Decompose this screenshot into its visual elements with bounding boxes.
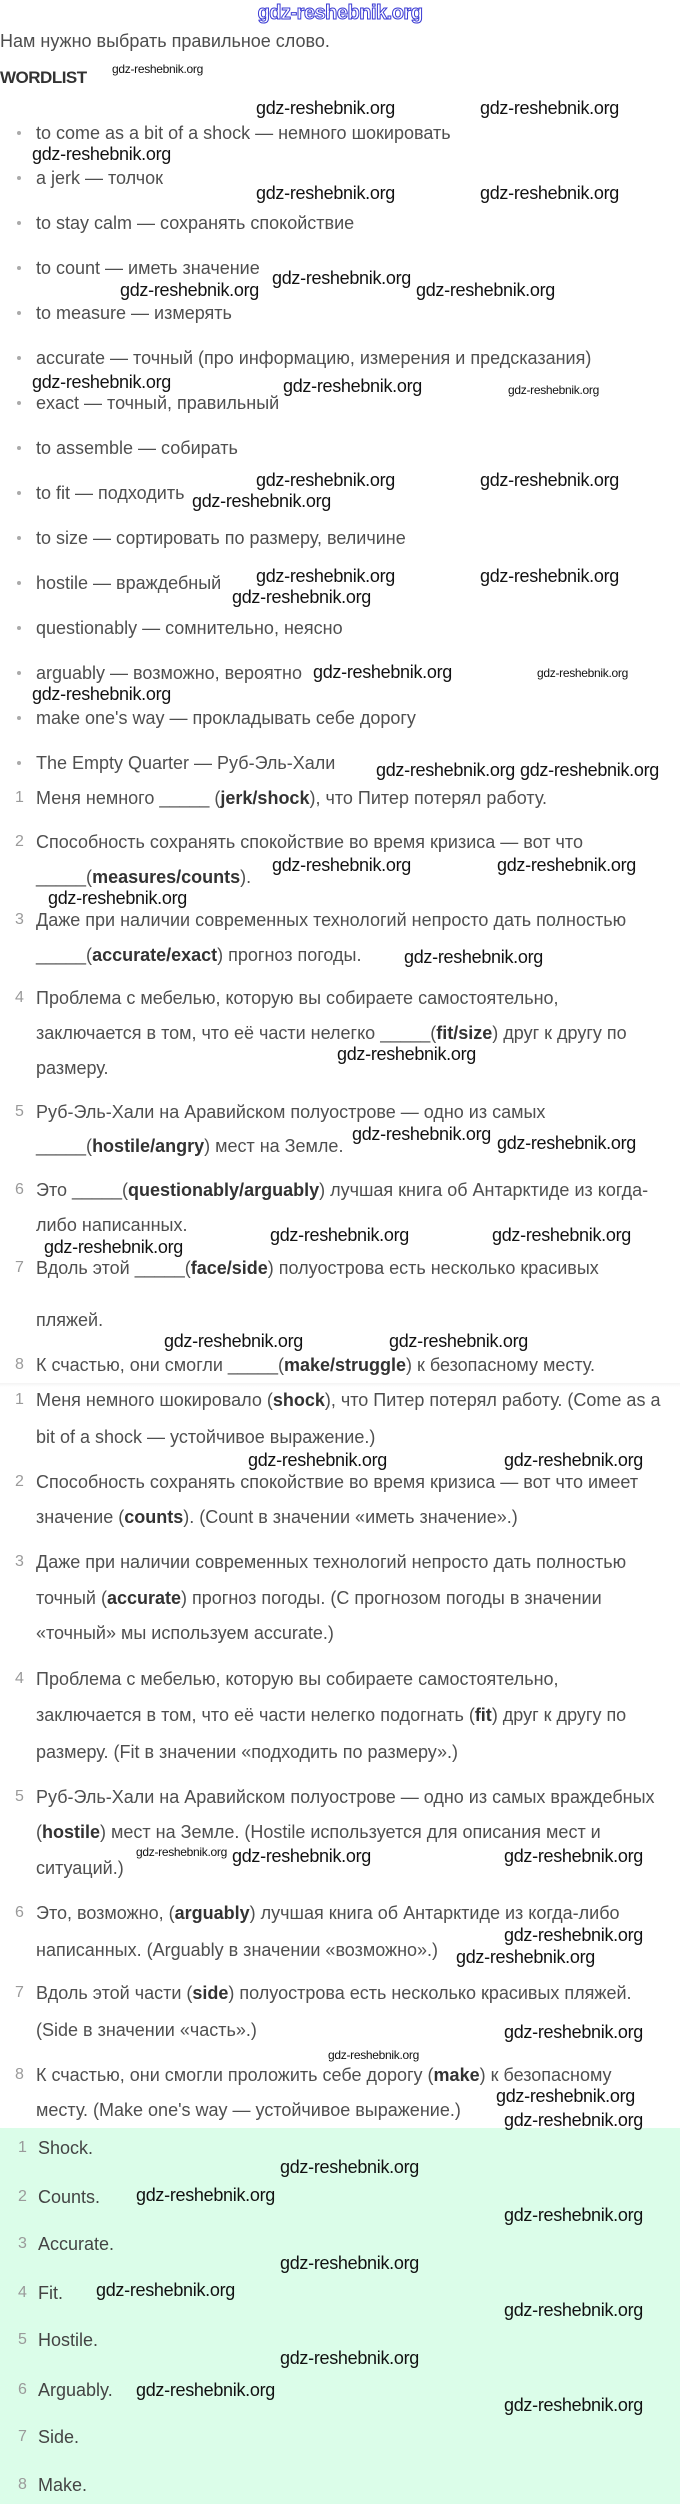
site-watermark-logo: gdz-reshebnik.org — [257, 2, 423, 24]
text-segment: Даже при наличии современных технологий непросто дать полностью — [36, 1552, 627, 1572]
watermark-text: gdz-reshebnik.org — [352, 1124, 491, 1144]
watermark-text: gdz-reshebnik.org — [389, 1331, 528, 1351]
watermark-text: gdz-reshebnik.org — [480, 183, 619, 203]
text-segment: К счастью, они смогли _____( — [36, 1355, 284, 1375]
text-segment: ) мест на Земле. (Hostile используется для описания мест и — [100, 1822, 601, 1842]
item-number: 2 — [15, 1473, 24, 1490]
answer-option: questionably/arguably — [128, 1180, 320, 1200]
text-segment: Способность сохранять спокойствие во время кризиса — вот что имеет — [36, 1472, 639, 1492]
explanation-line — [36, 1901, 620, 1925]
item-number: 7 — [15, 1984, 24, 2001]
item-number: 7 — [15, 1259, 24, 1276]
text-segment: написанных. (Arguably в значении «возможно».) — [36, 1940, 439, 1960]
bullet-icon — [17, 401, 21, 405]
item-number: 3 — [15, 911, 24, 928]
watermark-text: gdz-reshebnik.org — [32, 684, 171, 704]
wordlist-item: questionably — сомнительно, неясно — [36, 618, 343, 638]
answer-text: Arguably. — [38, 2380, 113, 2400]
question-line — [36, 865, 251, 889]
watermark-text: gdz-reshebnik.org — [136, 1845, 227, 1859]
watermark-text: gdz-reshebnik.org — [376, 760, 515, 780]
wordlist-item: exact — точный, правильный — [36, 393, 280, 413]
watermark-text: gdz-reshebnik.org — [32, 372, 171, 392]
answer-text: Fit. — [38, 2283, 63, 2303]
item-number: 6 — [15, 1904, 24, 1921]
explanation-line — [36, 1856, 124, 1880]
text-segment: ) лучшая книга об Антарктиде из когда-либо — [249, 1903, 620, 1923]
watermark-text: gdz-reshebnik.org — [272, 268, 411, 288]
watermark-text: gdz-reshebnik.org — [280, 2157, 419, 2177]
bullet-icon — [17, 491, 21, 495]
answer-option: fit — [474, 1705, 492, 1725]
watermark-text: gdz-reshebnik.org — [520, 760, 659, 780]
watermark-text: gdz-reshebnik.org — [280, 2253, 419, 2273]
answer-option: fit/size — [436, 1023, 493, 1043]
question-line — [36, 908, 626, 932]
text-segment: Проблема с мебелью, которую вы собираете самостоятельно, — [36, 1669, 559, 1689]
bullet-icon — [17, 266, 21, 270]
explanation-line — [36, 1740, 458, 1764]
watermark-text: gdz-reshebnik.org — [283, 376, 422, 396]
watermark-text: gdz-reshebnik.org — [492, 1225, 631, 1245]
text-segment: ( — [36, 1822, 42, 1842]
answer-number: 5 — [18, 2331, 27, 2348]
question-line — [36, 1256, 599, 1280]
text-segment: ) полуострова есть несколько красивых — [267, 1258, 599, 1278]
answer-option: arguably — [174, 1903, 250, 1923]
answer-text: Side. — [38, 2427, 80, 2447]
item-number: 8 — [15, 1356, 24, 1373]
answer-option: accurate — [106, 1588, 182, 1608]
answer-text: Hostile. — [38, 2330, 99, 2350]
answer-text: Counts. — [38, 2187, 101, 2207]
text-segment: Проблема с мебелью, которую вы собираете самостоятельно, — [36, 988, 559, 1008]
question-line — [36, 786, 547, 810]
text-segment: Даже при наличии современных технологий непросто дать полностью — [36, 910, 627, 930]
bullet-icon — [17, 356, 21, 360]
explanation-line — [36, 1938, 438, 1962]
text-segment: ). (Count в значении «иметь значение».) — [183, 1507, 518, 1527]
text-segment: месту. (Make one's way — устойчивое выражение.) — [36, 2100, 461, 2120]
bullet-icon — [17, 671, 21, 675]
watermark-text: gdz-reshebnik.org — [328, 2048, 419, 2062]
answer-number: 7 — [18, 2428, 27, 2445]
bullet-icon — [17, 581, 21, 585]
text-segment: Способность сохранять спокойствие во время кризиса — вот что — [36, 832, 583, 852]
text-segment: ) мест на Земле. — [204, 1136, 344, 1156]
answer-option: shock — [272, 1390, 325, 1410]
watermark-text: gdz-reshebnik.org — [270, 1225, 409, 1245]
answer-number: 2 — [18, 2188, 27, 2205]
watermark-text: gdz-reshebnik.org — [480, 470, 619, 490]
section-divider — [0, 1383, 680, 1387]
text-segment: Руб-Эль-Хали на Аравийском полуострове — одно из самых — [36, 1102, 546, 1122]
answer-text: Accurate. — [38, 2234, 115, 2254]
text-segment: заключается в том, что её части нелегко _____( — [36, 1023, 437, 1043]
text-segment: _____( — [36, 867, 93, 887]
watermark-text: gdz-reshebnik.org — [136, 2380, 275, 2400]
item-number: 1 — [15, 1391, 24, 1408]
watermark-text: gdz-reshebnik.org — [48, 888, 187, 908]
wordlist-item: to fit — подходить — [36, 483, 185, 503]
answer-option: hostile/angry — [92, 1136, 205, 1156]
watermark-text: gdz-reshebnik.org — [96, 2280, 235, 2300]
explanation-line — [36, 1981, 632, 2005]
watermark-text: gdz-reshebnik.org — [32, 144, 171, 164]
explanation-line — [36, 1388, 660, 1412]
answer-number: 8 — [18, 2476, 27, 2493]
item-number: 2 — [15, 833, 24, 850]
explanation-line — [36, 1703, 626, 1727]
watermark-text: gdz-reshebnik.org — [504, 1450, 643, 1470]
explanation-line — [36, 1425, 375, 1449]
text-segment: Это _____( — [36, 1180, 129, 1200]
watermark-text: gdz-reshebnik.org — [504, 2300, 643, 2320]
watermark-text: gdz-reshebnik.org — [256, 566, 395, 586]
bullet-icon — [17, 446, 21, 450]
text-segment: ) прогноз погоды. — [217, 945, 362, 965]
text-segment: Меня немного _____ ( — [36, 788, 221, 808]
item-number: 5 — [15, 1103, 24, 1120]
watermark-text: gdz-reshebnik.org — [504, 1925, 643, 1945]
watermark-text: gdz-reshebnik.org — [120, 280, 259, 300]
watermark-text: gdz-reshebnik.org — [496, 2086, 635, 2106]
answer-option: jerk/shock — [220, 788, 310, 808]
text-segment: ) лучшая книга об Антарктиде из когда- — [319, 1180, 649, 1200]
item-number: 4 — [15, 989, 24, 1006]
watermark-text: gdz-reshebnik.org — [480, 98, 619, 118]
watermark-text: gdz-reshebnik.org — [272, 855, 411, 875]
text-segment: размеру. (Fit в значении «подходить по размеру».) — [36, 1742, 458, 1762]
watermark-text: gdz-reshebnik.org — [504, 2205, 643, 2225]
watermark-text: gdz-reshebnik.org — [164, 1331, 303, 1351]
question-line — [36, 1134, 343, 1158]
answer-option: counts — [124, 1507, 184, 1527]
text-segment: либо написанных. — [36, 1215, 188, 1235]
watermark-text: gdz-reshebnik.org — [232, 587, 371, 607]
text-segment: «точный» мы используем accurate.) — [36, 1623, 334, 1643]
text-segment: (Side в значении «часть».) — [36, 2020, 257, 2040]
watermark-text: gdz-reshebnik.org — [248, 1450, 387, 1470]
answer-option: face/side — [190, 1258, 268, 1278]
question-line — [36, 1308, 103, 1332]
answer-number: 6 — [18, 2381, 27, 2398]
text-segment: точный ( — [36, 1588, 107, 1608]
bullet-icon — [17, 536, 21, 540]
explanation-line — [36, 2063, 612, 2087]
answer-option: make — [433, 2065, 480, 2085]
text-segment: пляжей. — [36, 1310, 104, 1330]
question-line — [36, 943, 361, 967]
wordlist-item: to count — иметь значение — [36, 258, 260, 278]
explanation-line — [36, 1667, 559, 1691]
text-segment: ) к безопасному месту. — [406, 1355, 595, 1375]
question-line — [36, 1353, 595, 1377]
item-number: 5 — [15, 1788, 24, 1805]
item-number: 4 — [15, 1670, 24, 1687]
bullet-icon — [17, 716, 21, 720]
wordlist-item: hostile — враждебный — [36, 573, 222, 593]
wordlist-item: to stay calm — сохранять спокойствие — [36, 213, 355, 233]
text-segment: _____( — [36, 1136, 93, 1156]
explanation-line — [36, 1820, 601, 1844]
watermark-text: gdz-reshebnik.org — [256, 470, 395, 490]
watermark-text: gdz-reshebnik.org — [497, 1133, 636, 1153]
answer-number: 4 — [18, 2284, 27, 2301]
item-number: 6 — [15, 1181, 24, 1198]
answer-number: 1 — [18, 2139, 27, 2156]
wordlist-item: arguably — возможно, вероятно — [36, 663, 302, 683]
answer-option: hostile — [42, 1822, 101, 1842]
wordlist-item: to measure — измерять — [36, 303, 232, 323]
question-line — [36, 1021, 627, 1045]
explanation-line — [36, 1621, 334, 1645]
text-segment: Вдоль этой части ( — [36, 1983, 193, 2003]
text-segment: ) друг к другу по — [492, 1023, 627, 1043]
text-segment: ) полуострова есть несколько красивых пляжей. — [228, 1983, 632, 2003]
item-number: 1 — [15, 789, 24, 806]
answer-text: Shock. — [38, 2138, 94, 2158]
text-segment: ), что Питер потерял работу. (Come as a — [324, 1390, 661, 1410]
answer-number: 3 — [18, 2235, 27, 2252]
wordlist-item: to size — сортировать по размеру, величине — [36, 528, 406, 548]
watermark-text: gdz-reshebnik.org — [313, 662, 452, 682]
text-segment: bit of a shock — устойчивое выражение.) — [36, 1427, 376, 1447]
answer-option: make/struggle — [283, 1355, 407, 1375]
watermark-text: gdz-reshebnik.org — [404, 947, 543, 967]
bullet-icon — [17, 761, 21, 765]
text-segment: ситуаций.) — [36, 1858, 124, 1878]
bullet-icon — [17, 131, 21, 135]
question-line — [36, 1178, 648, 1202]
question-line — [36, 1100, 545, 1124]
watermark-text: gdz-reshebnik.org — [456, 1947, 595, 1967]
watermark-text: gdz-reshebnik.org — [136, 2185, 275, 2205]
explanation-line — [36, 1550, 626, 1574]
bullet-icon — [17, 221, 21, 225]
wordlist-item: accurate — точный (про информацию, измерения и предсказания) — [36, 348, 592, 368]
answer-option: side — [192, 1983, 229, 2003]
watermark-text: gdz-reshebnik.org — [508, 383, 599, 397]
text-segment: ), что Питер потерял работу. — [309, 788, 548, 808]
text-segment: ) друг к другу по — [491, 1705, 627, 1725]
explanation-line — [36, 1505, 518, 1529]
watermark-text: gdz-reshebnik.org — [416, 280, 555, 300]
text-segment: ) к безопасному — [479, 2065, 612, 2085]
watermark-text: gdz-reshebnik.org — [337, 1044, 476, 1064]
text-segment: Вдоль этой _____( — [36, 1258, 191, 1278]
text-segment: Руб-Эль-Хали на Аравийском полуострове — одно из самых враждебных — [36, 1787, 655, 1807]
text-segment: заключается в том, что её части нелегко подогнать ( — [36, 1705, 475, 1725]
explanation-line — [36, 2018, 257, 2042]
answer-option: accurate/exact — [92, 945, 218, 965]
item-number: 3 — [15, 1553, 24, 1570]
wordlist-item: make one's way — прокладывать себе дорогу — [36, 708, 416, 728]
watermark-text: gdz-reshebnik.org — [480, 566, 619, 586]
question-line — [36, 1213, 187, 1237]
wordlist-item: a jerk — толчок — [36, 168, 164, 188]
text-segment: значение ( — [36, 1507, 125, 1527]
text-segment: ) прогноз погоды. (С прогнозом погоды в значении — [181, 1588, 602, 1608]
watermark-text: gdz-reshebnik.org — [504, 2110, 643, 2130]
question-line — [36, 830, 583, 854]
answer-option: measures/counts — [92, 867, 241, 887]
watermark-text: gdz-reshebnik.org — [280, 2348, 419, 2368]
item-number: 8 — [15, 2066, 24, 2083]
text-segment: ). — [240, 867, 252, 887]
text-segment: Это, возможно, ( — [36, 1903, 175, 1923]
wordlist-item: to assemble — собирать — [36, 438, 238, 458]
text-segment: _____( — [36, 945, 93, 965]
watermark-text: gdz-reshebnik.org — [504, 2022, 643, 2042]
watermark-text: gdz-reshebnik.org — [537, 666, 628, 680]
watermark-text: gdz-reshebnik.org — [192, 491, 331, 511]
wordlist-item: to come as a bit of a shock — немного шокировать — [36, 123, 451, 143]
bullet-icon — [17, 626, 21, 630]
watermark-text: gdz-reshebnik.org — [232, 1846, 371, 1866]
wordlist-heading: WORDLIST — [0, 68, 87, 87]
text-segment: Меня немного шокировало ( — [36, 1390, 273, 1410]
bullet-icon — [17, 176, 21, 180]
wordlist-item: The Empty Quarter — Руб-Эль-Хали — [36, 753, 336, 773]
question-line — [36, 986, 559, 1010]
intro-text: Нам нужно выбрать правильное слово. — [0, 31, 330, 51]
text-segment: размеру. — [36, 1058, 109, 1078]
bullet-icon — [17, 311, 21, 315]
explanation-line — [36, 1785, 655, 1809]
watermark-text: gdz-reshebnik.org — [497, 855, 636, 875]
watermark-text: gdz-reshebnik.org — [256, 183, 395, 203]
watermark-text: gdz-reshebnik.org — [504, 2395, 643, 2415]
explanation-line — [36, 1586, 602, 1610]
watermark-text: gdz-reshebnik.org — [112, 62, 203, 76]
explanation-line — [36, 1470, 638, 1494]
answer-text: Make. — [38, 2475, 88, 2495]
text-segment: К счастью, они смогли проложить себе дорогу ( — [36, 2065, 434, 2085]
watermark-text: gdz-reshebnik.org — [256, 98, 395, 118]
explanation-line — [36, 2098, 461, 2122]
question-line — [36, 1056, 108, 1080]
watermark-text: gdz-reshebnik.org — [504, 1846, 643, 1866]
watermark-text: gdz-reshebnik.org — [44, 1237, 183, 1257]
